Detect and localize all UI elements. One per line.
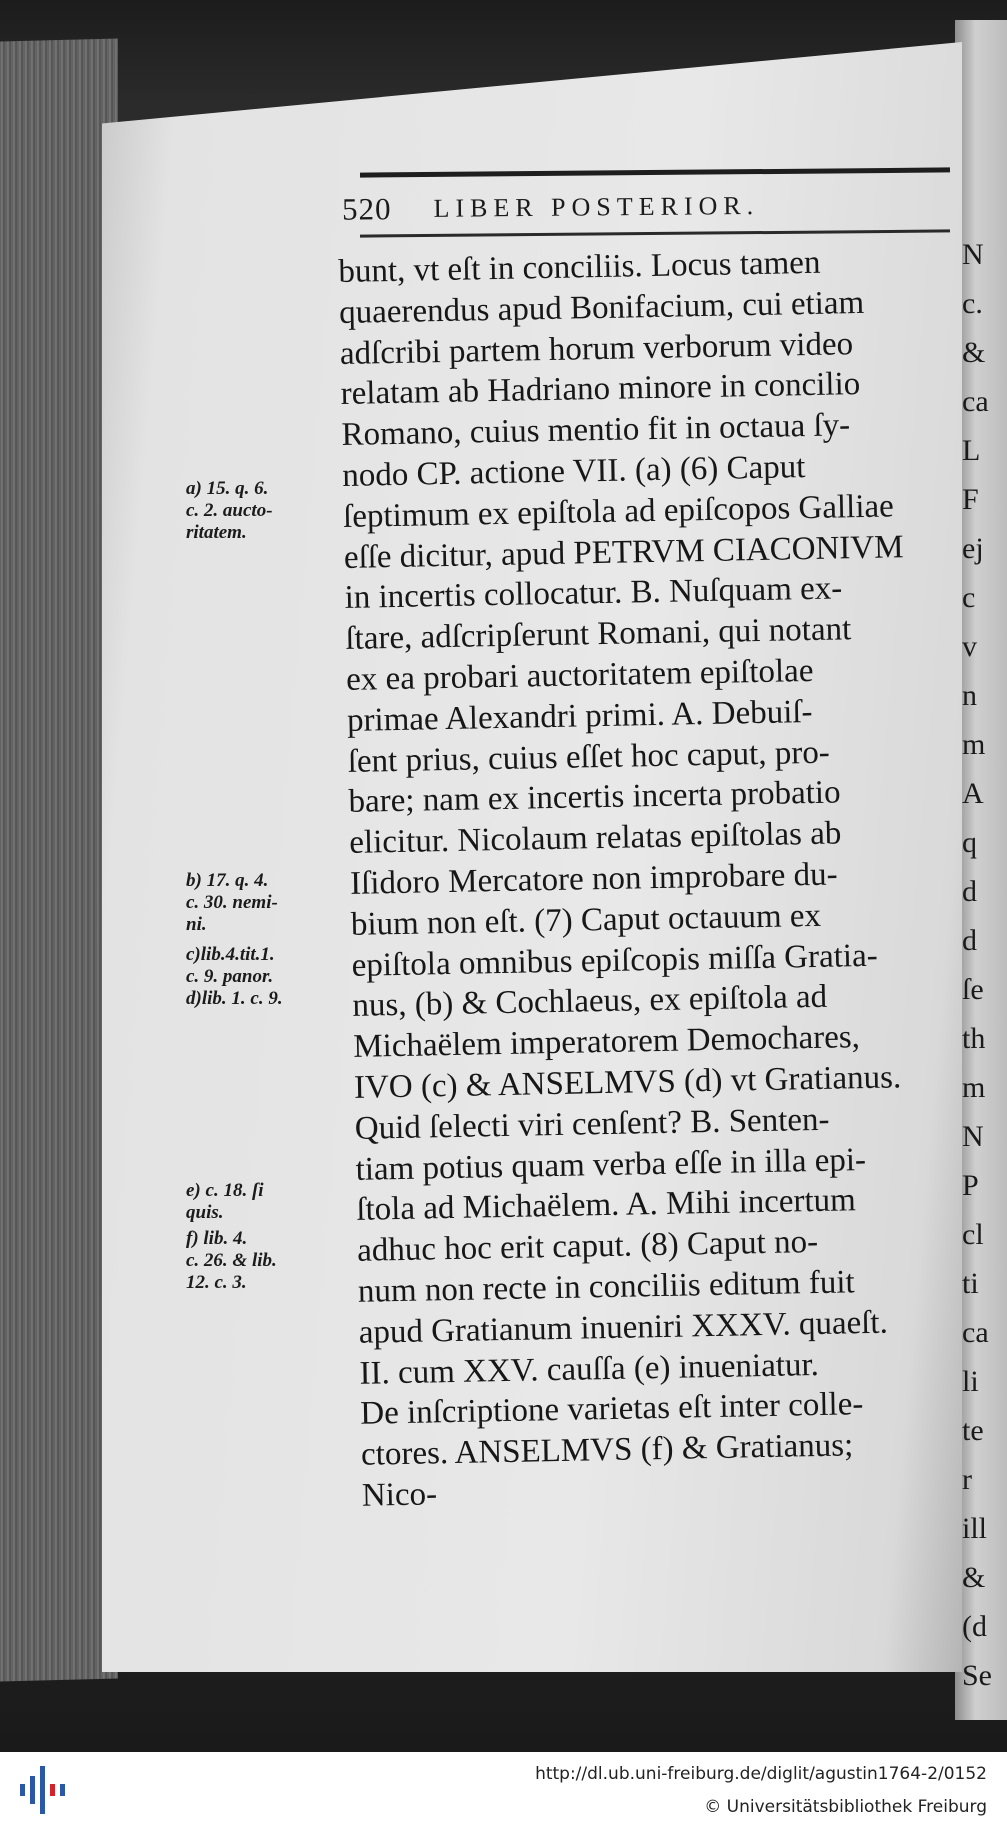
margin-note: c. 2. aucto-	[186, 500, 273, 521]
text-line: Iſidoro Mercatore non improbare du-	[349, 856, 838, 902]
text-line: bium non eſt. (7) Caput octauum ex	[350, 897, 822, 943]
facing-page-fragment: ti	[962, 1267, 979, 1300]
text-line: Nico-	[361, 1476, 438, 1514]
text-line: eſſe dicitur, apud PETRVM CIACONIVM	[343, 528, 904, 576]
facing-page-fragment: d	[962, 875, 977, 908]
book-page-edges	[0, 38, 118, 1681]
margin-note: ni.	[186, 914, 207, 935]
text-line: ſtare, adſcripſerunt Romani, qui notant	[345, 611, 852, 658]
facing-page-fragment: P	[962, 1169, 979, 1202]
text-line: ſtola ad Michaëlem. A. Mihi incertum	[356, 1182, 857, 1229]
facing-page-fragment: F	[962, 483, 979, 516]
margin-note: quis.	[186, 1202, 224, 1223]
margin-note: b) 17. q. 4.	[186, 870, 269, 891]
text-line: nus, (b) & Cochlaeus, ex epiſtola ad	[352, 979, 828, 1025]
facing-page-fragment: q	[962, 826, 977, 859]
facing-page-fragment: A	[962, 777, 984, 810]
text-line: Michaëlem imperatorem Demochares,	[352, 1019, 861, 1065]
facing-page-fragment: N	[962, 238, 984, 271]
page-number: 520	[341, 191, 392, 227]
margin-note: c. 26. & lib.	[186, 1250, 277, 1271]
text-line: Quid ſelecti viri cenſent? B. Senten-	[354, 1101, 830, 1147]
text-line: tiam potius quam verba eſſe in illa epi-	[355, 1141, 867, 1188]
margin-note: c. 9. panor.	[186, 966, 274, 987]
facing-page-fragment: ca	[962, 1316, 989, 1349]
facing-page-fragment: ſe	[962, 973, 984, 1006]
margin-note: c. 30. nemi-	[186, 892, 278, 913]
text-line: ex ea probari auctoritatem epiſtolae	[345, 652, 814, 698]
margin-note: ritatem.	[186, 522, 247, 543]
margin-note: 12. c. 3.	[186, 1272, 247, 1293]
facing-page-fragment: &	[962, 1561, 986, 1594]
facing-page-fragment: m	[962, 1071, 986, 1104]
facing-page-fragment: Se	[962, 1659, 992, 1692]
facing-page-fragment: ill	[962, 1512, 988, 1545]
facing-page-fragment: (d	[962, 1610, 987, 1643]
facing-page-fragment: N	[962, 1120, 984, 1153]
text-line: elicitur. Nicolaum relatas epiſtolas ab	[349, 815, 842, 862]
facing-page-fragment: te	[962, 1414, 984, 1447]
text-line: bare; nam ex incertis incerta probatio	[348, 774, 841, 821]
text-line: ctores. ANSELMVS (f) & Gratianus;	[360, 1427, 854, 1473]
text-line: in incertis collocatur. B. Nuſquam ex-	[344, 570, 843, 617]
text-line: adhuc hoc erit caput. (8) Caput no-	[356, 1224, 819, 1269]
facing-page-fragment: n	[962, 679, 977, 712]
text-line: adſcribi partem horum verborum video	[339, 325, 854, 372]
facing-page-fragment: ej	[962, 532, 984, 565]
margin-note: c)lib.4.tit.1.	[186, 944, 275, 965]
text-line: epiſtola omnibus epiſcopis miſſa Gratia-	[351, 937, 879, 984]
facing-page-fragment: c	[962, 581, 976, 614]
document-url-link[interactable]: http://dl.ub.uni-freiburg.de/diglit/agustin1764-2/0152	[535, 1764, 987, 1784]
body-text	[338, 240, 982, 1516]
text-line: De inſcriptione varietas eſt inter colle-	[359, 1386, 864, 1433]
page-header	[342, 180, 942, 233]
margin-note: a) 15. q. 6.	[186, 478, 269, 499]
text-line: relatam ab Hadriano minore in concilio	[340, 366, 861, 413]
facing-page-fragment: L	[962, 434, 981, 467]
text-line: apud Gratianum inueniri XXXV. quaeſt.	[358, 1304, 889, 1351]
facing-page-fragment: v	[962, 630, 977, 663]
facing-page-fragment: li	[962, 1365, 979, 1398]
text-line: Romano, cuius mentio fit in octaua ſy-	[341, 407, 851, 454]
text-line: IVO (c) & ANSELMVS (d) vt Gratianus.	[353, 1059, 902, 1106]
margin-note: e) c. 18. ſi	[186, 1180, 264, 1201]
text-line: ſent prius, cuius eſſet hoc caput, pro-	[347, 734, 831, 780]
footer-bar	[0, 1752, 1007, 1826]
facing-page-fragment: cl	[962, 1218, 984, 1251]
facing-page-fragment: ca	[962, 385, 989, 418]
facing-page-fragment: m	[962, 728, 986, 761]
copyright-notice: © Universitätsbibliothek Freiburg	[704, 1797, 987, 1817]
text-line: nodo CP. actione VII. (a) (6) Caput	[341, 449, 806, 494]
text-line: num non recte in conciliis editum fuit	[357, 1264, 855, 1310]
text-line: bunt, vt eſt in conciliis. Locus tamen	[338, 244, 821, 290]
facing-page-fragment: r	[962, 1463, 972, 1496]
margin-note: d)lib. 1. c. 9.	[186, 988, 283, 1009]
running-title: LIBER POSTERIOR.	[433, 190, 760, 223]
facing-page-fragment: th	[962, 1022, 986, 1055]
text-line: II. cum XXV. cauſſa (e) inueniatur.	[359, 1346, 820, 1392]
text-line: quaerendus apud Bonifacium, cui etiam	[338, 284, 865, 331]
text-line: ſeptimum ex epiſtola ad epiſcopos Galliae	[342, 488, 895, 535]
facing-page-fragment: c.	[962, 287, 983, 320]
facing-page-fragment: &	[962, 336, 986, 369]
text-line: primae Alexandri primi. A. Debuiſ-	[346, 693, 813, 739]
facing-page-fragment: d	[962, 924, 977, 957]
library-logo-icon	[14, 1762, 70, 1818]
margin-note: f) lib. 4.	[186, 1228, 248, 1249]
